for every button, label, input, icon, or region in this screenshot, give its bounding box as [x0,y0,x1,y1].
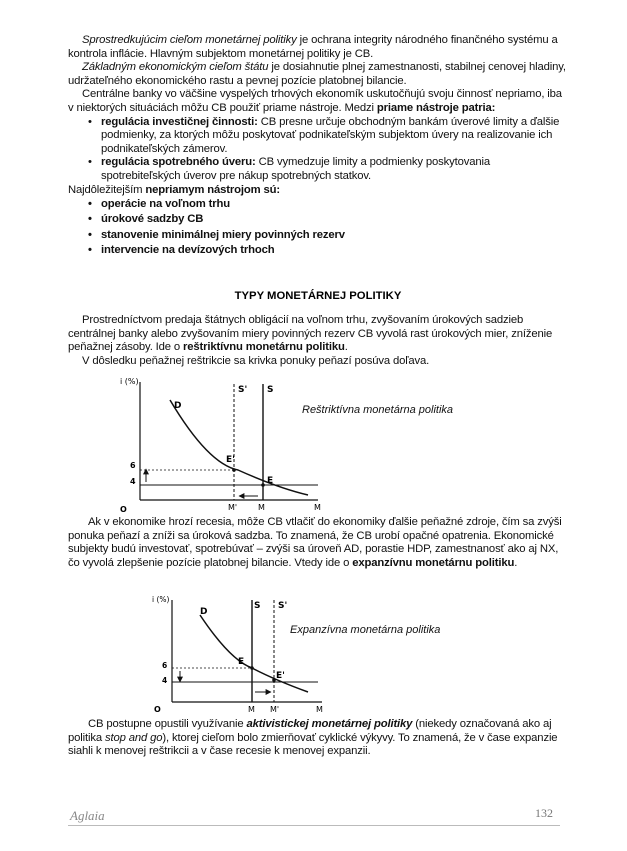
paragraph-central-banks: Centrálne banky vo väčšine vyspelých trhových ekonomík uskutočňujú svoju činnosť nepriamo, iba v niektorých situáciách môžu CB použiť priame nástroje. Medzi priame nástroje patria: [68,88,562,114]
indirect-tools-list [68,197,568,258]
x-tick-m: M [258,503,265,512]
y-tick-4: 4 [130,477,136,486]
paragraph-intermediate-goal: Sprostredkujúcim cieľom monetárnej politiky je ochrana integrity národného finančného systému a kontrola inflácie. Hlavným subjektom monetárnej politiky je CB. [68,34,558,60]
paragraph-activist: CB postupne opustili využívanie aktivistickej monetárnej politiky (niekedy označovaná ako aj politika stop and go), ktorej cieľom bolo zmierňovať cyklické výkyvy. To znamená, že v čase expanzie siahli k menovej reštrikcii a v čase recesie k menovej expanzii. [68,718,558,758]
chart-restrictive [118,372,328,514]
list-item: • intervencie na devízových trhoch [68,243,568,258]
point-e-shifted: E' [276,671,285,681]
x-tick-m-shifted: M' [270,705,280,714]
y-axis-label: i (%) [152,595,170,604]
y-axis-label: i (%) [120,377,139,386]
supply-label: S [254,601,261,611]
x-axis-label: M [316,705,323,714]
list-item: • regulácia spotrebného úveru: CB vymedzuje limity a podmienky poskytovania spotrebiteľských úverov pre nákup spotrebných statkov. [68,156,568,183]
list-item: • stanovenie minimálnej miery povinných rezerv [68,228,568,243]
supply-label-shifted: S' [238,385,248,395]
x-axis-label: M [314,503,321,512]
y-tick-6: 6 [130,461,136,470]
paragraph-expansive: Ak v ekonomike hrozí recesia, môže CB vtlačiť do ekonomiky ďalšie peňažné zdroje, čím sa zvýši ponuka peňazí a zníži sa úroková sadzba. To znamená, že CB urobí opačné opatrenia. Ekonomické subjekty budú investovať, spotrebúvať – zvýši sa úroveň AD, porastie HDP, zamestnanosť ako aj NX, čo vyvolá zlepšenie pozície platobnej bilancie. Vtedy ide o expanzívnu monetárnu politiku. [68,516,562,569]
paragraph-indirect-intro: Najdôležitejším nepriamym nástrojom sú: [68,183,280,196]
x-tick-m-shifted: M' [228,503,238,512]
direct-tools-list [68,116,568,184]
origin-label: O [154,705,161,714]
point-e: E [267,476,274,486]
list-item: • operácie na voľnom trhu [68,197,568,212]
demand-label: D [200,607,208,617]
footer-brand: Aglaia [70,808,105,823]
expansive-section [68,516,568,570]
section-heading: TYPY MONETÁRNEJ POLITIKY [234,290,402,302]
y-tick-4: 4 [162,676,168,685]
x-tick-m: M [248,705,255,714]
list-item: • úrokové sadzby CB [68,212,568,227]
activist-section [68,718,568,759]
footer-divider [68,825,560,826]
list-item: • regulácia investičnej činnosti: CB presne určuje obchodným bankám úverové limity a ďalšie podmienky, za ktorých môžu poskytovať podnikateľským subjektom úvery na realizovanie ich podnikateľských zámerov. [68,116,568,157]
point-e: E [238,657,245,667]
paragraph-supply-shift: V dôsledku peňažnej reštrikcie sa krivka ponuky peňazí posúva doľava. [82,354,430,367]
supply-label: S [267,385,274,395]
intro-section [68,34,568,258]
chart-caption-restrictive: Reštriktívna monetárna politika [302,404,454,416]
origin-label: O [120,505,127,514]
chart-caption-expansive: Expanzívna monetárna politika [290,624,441,636]
restrictive-section [68,314,568,368]
page-number: 132 [535,806,553,820]
chart-expansive [150,590,330,714]
paragraph-restrictive: Prostredníctvom predaja štátnych obligácií na voľnom trhu, zvyšovaním úrokových sadzieb centrálnej banky alebo zvyšovaním miery povinných rezerv CB vyvolá rast úrokových mier, zníženie peňažnej zásoby. Ide o reštriktívnu monetárnu politiku. [68,314,553,354]
paragraph-economic-goal: Základným ekonomickým cieľom štátu je dosiahnutie plnej zamestnanosti, stabilnej cenovej hladiny, udržateľného ekonomického rastu a pevnej pozície platobnej bilancie. [68,61,566,87]
y-tick-6: 6 [162,661,168,670]
point-e-shifted: E' [226,455,235,465]
demand-label: D [174,401,182,411]
supply-label-shifted: S' [278,601,288,611]
